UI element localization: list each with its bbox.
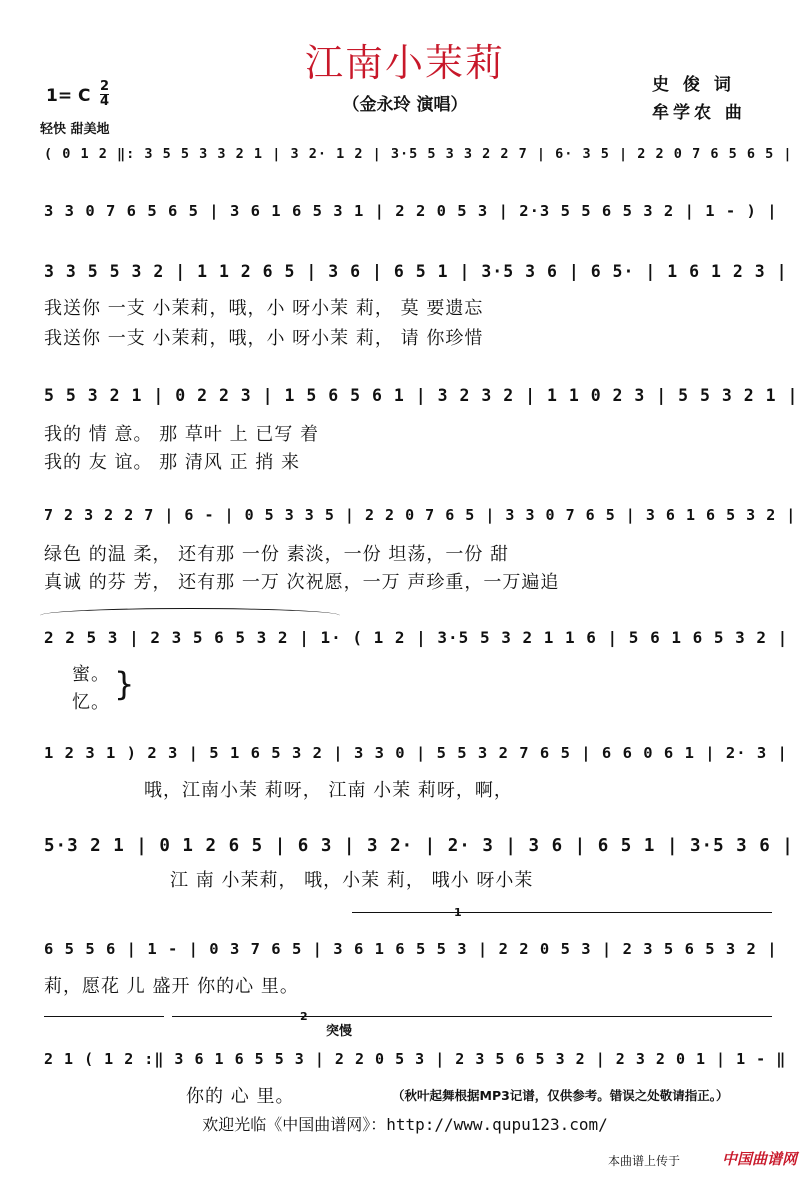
lyric-row-4-verse-1: 我的 情 意。 那 草叶 上 已写 着 <box>44 424 320 445</box>
notation-row-2: 3 3 0 7 6 5 6 5 | 3 6 1 6 5 3 1 | 2 2 0 5 3 | 2·3 5 5 6 5 3 2 | 1 - ) | <box>44 202 778 220</box>
composer-credit: 牟学农 曲 <box>652 103 746 123</box>
singer-credit: （金永玲 演唱） <box>342 95 468 115</box>
upload-label: 本曲谱上传于 <box>608 1154 681 1168</box>
song-title: 江南小茉莉 <box>304 41 505 85</box>
tempo-change-marking: 突慢 <box>326 1024 353 1039</box>
notation-row-5: 7 2 3 2 2 7 | 6 - | 0 5 3 3 5 | 2 2 0 7 6 5 | 3 3 0 7 6 5 | 3 6 1 6 5 3 2 | <box>44 506 797 524</box>
lyric-row-3-verse-2: 我送你 一支 小茉莉，哦，小 呀小茉 莉， 请 你珍惜 <box>44 328 484 349</box>
lyric-row-3-verse-1: 我送你 一支 小茉莉，哦，小 呀小茉 莉， 莫 要遗忘 <box>44 298 484 319</box>
site-welcome-link[interactable]: 欢迎光临《中国曲谱网》：http://www.qupu123.com/ <box>202 1115 608 1134</box>
lyric-row-5-verse-2: 真诚 的芬 芳， 还有那 一万 次祝愿，一万 声珍重，一万遍追 <box>44 572 560 593</box>
lyric-row-6-verse-1: 蜜。 <box>72 664 110 685</box>
time-signature: 2 4 <box>100 79 110 109</box>
tempo-marking: 轻快 甜美地 <box>40 122 110 137</box>
lyric-row-7: 哦，江南小茉 莉呀， 江南 小茉 莉呀，啊， <box>144 780 513 801</box>
lyric-row-9: 莉，愿花 儿 盛开 你的心 里。 <box>44 976 299 997</box>
lyric-row-6-verse-2: 忆。 <box>72 692 110 713</box>
lyric-row-4-verse-2: 我的 友 谊。 那 清风 正 捎 来 <box>44 452 301 473</box>
volta-label-1: 1 <box>454 906 462 919</box>
slur-line <box>40 608 340 623</box>
notation-row-9: 6 5 5 6 | 1 - | 0 3 7 6 5 | 3 6 1 6 5 5 3 | 2 2 0 5 3 | 2 3 5 6 5 3 2 | <box>44 940 778 958</box>
volta-label-2: 2 <box>300 1010 308 1023</box>
notation-row-1: ( 0 1 2 ‖: 3 5 5 3 3 2 1 | 3 2· 1 2 | 3·5 5 3 3 2 2 7 | 6· 3 5 | 2 2 0 7 6 5 6 5 | <box>44 146 793 162</box>
notation-row-7: 1 2 3 1 ) 2 3 | 5 1 6 5 3 2 | 3 3 0 | 5 5 3 2 7 6 5 | 6 6 0 6 1 | 2· 3 | <box>44 744 788 762</box>
volta-bracket-2 <box>172 1016 772 1017</box>
notation-row-4: 5 5 3 2 1 | 0 2 2 3 | 1 5 6 5 6 1 | 3 2 3 2 | 1 1 0 2 3 | 5 5 3 2 1 | <box>44 386 799 405</box>
notation-row-6: 2 2 5 3 | 2 3 5 6 5 3 2 | 1· ( 1 2 | 3·5 5 3 2 1 1 6 | 5 6 1 6 5 3 2 | <box>44 628 789 647</box>
notation-row-3: 3 3 5 5 3 2 | 1 1 2 6 5 | 3 6 | 6 5 1 | 3·5 3 6 | 6 5· | 1 6 1 2 3 | <box>44 262 788 281</box>
volta-bracket-1 <box>352 912 772 913</box>
transcription-note: （秋叶起舞根据MP3记谱，仅供参考。错误之处敬请指正。） <box>392 1088 729 1103</box>
notation-row-8: 5·3 2 1 | 0 1 2 6 5 | 6 3 | 3 2· | 2· 3 | 3 6 | 6 5 1 | 3·5 3 6 | <box>44 836 794 856</box>
notation-row-10: 2 1 ( 1 2 :‖ 3 6 1 6 5 5 3 | 2 2 0 5 3 | 2 3 5 6 5 3 2 | 2 3 2 0 1 | 1 - ‖ <box>44 1050 787 1068</box>
lyric-row-8: 江 南 小茉莉， 哦，小茉 莉， 哦小 呀小茉 <box>170 870 534 891</box>
repeat-ending-line <box>44 1016 164 1017</box>
key-signature: 1= C <box>46 86 91 106</box>
verse-brace: } <box>114 665 135 703</box>
site-logo[interactable]: 中国曲谱网 <box>722 1150 798 1168</box>
lyric-row-10: 你的 心 里。 <box>186 1086 295 1107</box>
lyric-row-5-verse-1: 绿色 的温 柔， 还有那 一份 素淡，一份 坦荡，一份 甜 <box>44 544 510 565</box>
lyricist-credit: 史 俊 词 <box>652 75 735 95</box>
